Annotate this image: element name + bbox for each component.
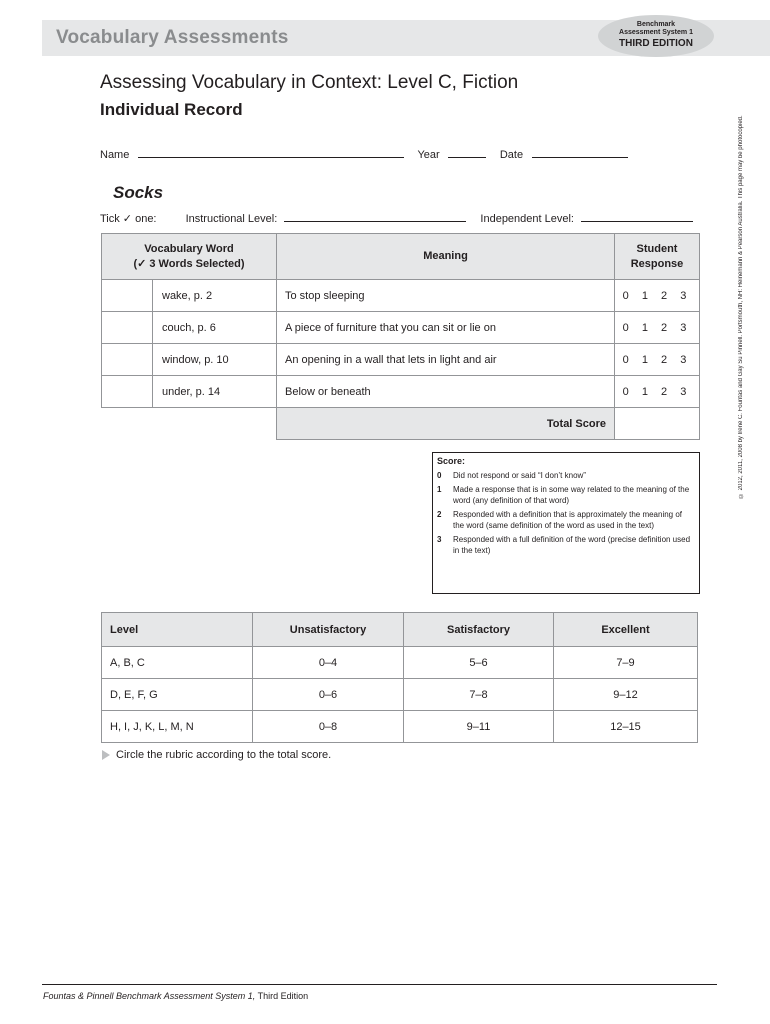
footer-divider — [42, 984, 717, 985]
tick-label: Tick ✓ one: — [100, 213, 157, 225]
independent-field[interactable] — [581, 211, 693, 222]
date-label: Date — [499, 149, 524, 161]
name-label: Name — [100, 149, 130, 161]
response-cell[interactable]: 0 1 2 3 — [615, 376, 700, 408]
vocab-header-row — [102, 234, 700, 280]
total-score-label: Total Score — [277, 408, 615, 440]
col-meaning-header: Meaning — [277, 234, 615, 280]
meaning-cell: To stop sleeping — [277, 280, 615, 312]
circle-instruction-text: Circle the rubric according to the total score. — [116, 749, 332, 761]
rubric-header-satisfactory: Satisfactory — [404, 613, 554, 647]
rubric-cell[interactable]: 7–9 — [554, 647, 698, 679]
score-item — [437, 484, 695, 506]
table-row — [102, 647, 698, 679]
rubric-header-row — [102, 613, 698, 647]
score-text: Made a response that is in some way related to the meaning of the word (any definition of that word) — [453, 485, 690, 505]
score-text: Responded with a full definition of the word (precise definition used in the text) — [453, 535, 691, 555]
col-response-line2: Response — [630, 257, 684, 270]
word-cell: under, p. 14 — [153, 376, 277, 408]
score-text: Did not respond or said “I don’t know” — [453, 471, 586, 480]
rubric-cell[interactable]: 5–6 — [404, 647, 554, 679]
word-cell: couch, p. 6 — [153, 312, 277, 344]
table-row — [102, 376, 700, 408]
rubric-cell[interactable]: 9–11 — [404, 711, 554, 743]
score-number: 0 — [437, 471, 442, 480]
footer-italic: Fountas & Pinnell Benchmark Assessment System 1, — [43, 991, 256, 1001]
vocab-table — [101, 233, 700, 440]
instructional-field[interactable] — [284, 211, 466, 222]
total-row — [102, 408, 700, 440]
rubric-header-excellent: Excellent — [554, 613, 698, 647]
rubric-level-cell: A, B, C — [102, 647, 253, 679]
name-row — [100, 147, 628, 161]
rubric-level-cell: H, I, J, K, L, M, N — [102, 711, 253, 743]
score-item — [437, 509, 695, 531]
name-field[interactable] — [138, 147, 404, 158]
checkbox-cell[interactable] — [102, 280, 153, 312]
tick-row — [100, 211, 693, 225]
story-title: Socks — [113, 183, 164, 202]
col-response-line1: Student — [636, 242, 678, 255]
page-title: Assessing Vocabulary in Context: Level C, Fiction — [100, 72, 519, 93]
score-key — [432, 452, 700, 594]
rubric-level-cell: D, E, F, G — [102, 679, 253, 711]
instructional-label: Instructional Level: — [185, 213, 278, 225]
footer — [43, 991, 308, 1001]
score-item — [437, 534, 695, 556]
badge-line-3: THIRD EDITION — [619, 38, 693, 49]
response-cell[interactable]: 0 1 2 3 — [615, 280, 700, 312]
footer-plain: Third Edition — [255, 991, 309, 1001]
copyright-note: © 2012, 2011, 2008 by Irene C. Fountas and Gay Su Pinnell. Portsmouth, NH: Heinemann & Pearson Australia. This page may be photocopied. — [738, 115, 744, 498]
meaning-cell: An opening in a wall that lets in light and air — [277, 344, 615, 376]
table-row — [102, 280, 700, 312]
checkbox-cell[interactable] — [102, 376, 153, 408]
total-score-cell[interactable] — [615, 408, 700, 440]
rubric-header-level: Level — [102, 613, 253, 647]
rubric-cell[interactable]: 9–12 — [554, 679, 698, 711]
table-row — [102, 711, 698, 743]
response-cell[interactable]: 0 1 2 3 — [615, 344, 700, 376]
table-row — [102, 679, 698, 711]
circle-instruction — [102, 749, 331, 761]
checkbox-cell[interactable] — [102, 312, 153, 344]
rubric-cell[interactable]: 0–8 — [253, 711, 404, 743]
score-key-title: Score: — [437, 456, 466, 466]
rubric-cell[interactable]: 0–4 — [253, 647, 404, 679]
edition-badge — [598, 15, 714, 57]
year-field[interactable] — [448, 147, 486, 158]
badge-line-2: Assessment System 1 — [619, 29, 693, 36]
col-response-header — [615, 234, 700, 280]
meaning-cell: Below or beneath — [277, 376, 615, 408]
rubric-table — [101, 612, 698, 743]
score-number: 2 — [437, 510, 442, 519]
word-cell: window, p. 10 — [153, 344, 277, 376]
score-item — [437, 470, 695, 481]
rubric-cell[interactable]: 0–6 — [253, 679, 404, 711]
score-text: Responded with a definition that is approximately the meaning of the word (same definition of the word as used in the text) — [453, 510, 683, 530]
independent-label: Independent Level: — [480, 213, 574, 225]
checkbox-cell[interactable] — [102, 344, 153, 376]
rubric-cell[interactable]: 7–8 — [404, 679, 554, 711]
badge-line-1: Benchmark — [636, 21, 676, 28]
date-field[interactable] — [532, 147, 628, 158]
empty-cell — [153, 408, 277, 440]
table-row — [102, 312, 700, 344]
rubric-header-unsatisfactory: Unsatisfactory — [253, 613, 404, 647]
table-row — [102, 344, 700, 376]
col-word-line1: Vocabulary Word — [144, 242, 234, 255]
word-cell: wake, p. 2 — [153, 280, 277, 312]
rubric-cell[interactable]: 12–15 — [554, 711, 698, 743]
play-arrow-icon — [102, 750, 110, 760]
empty-cell — [102, 408, 153, 440]
col-word-header — [102, 234, 277, 280]
response-cell[interactable]: 0 1 2 3 — [615, 312, 700, 344]
score-number: 1 — [437, 485, 442, 494]
score-number: 3 — [437, 535, 442, 544]
section-title: Vocabulary Assessments — [56, 27, 289, 48]
page-subtitle: Individual Record — [100, 100, 243, 119]
year-label: Year — [417, 149, 440, 161]
meaning-cell: A piece of furniture that you can sit or lie on — [277, 312, 615, 344]
col-word-line2: (✓ 3 Words Selected) — [133, 257, 245, 270]
